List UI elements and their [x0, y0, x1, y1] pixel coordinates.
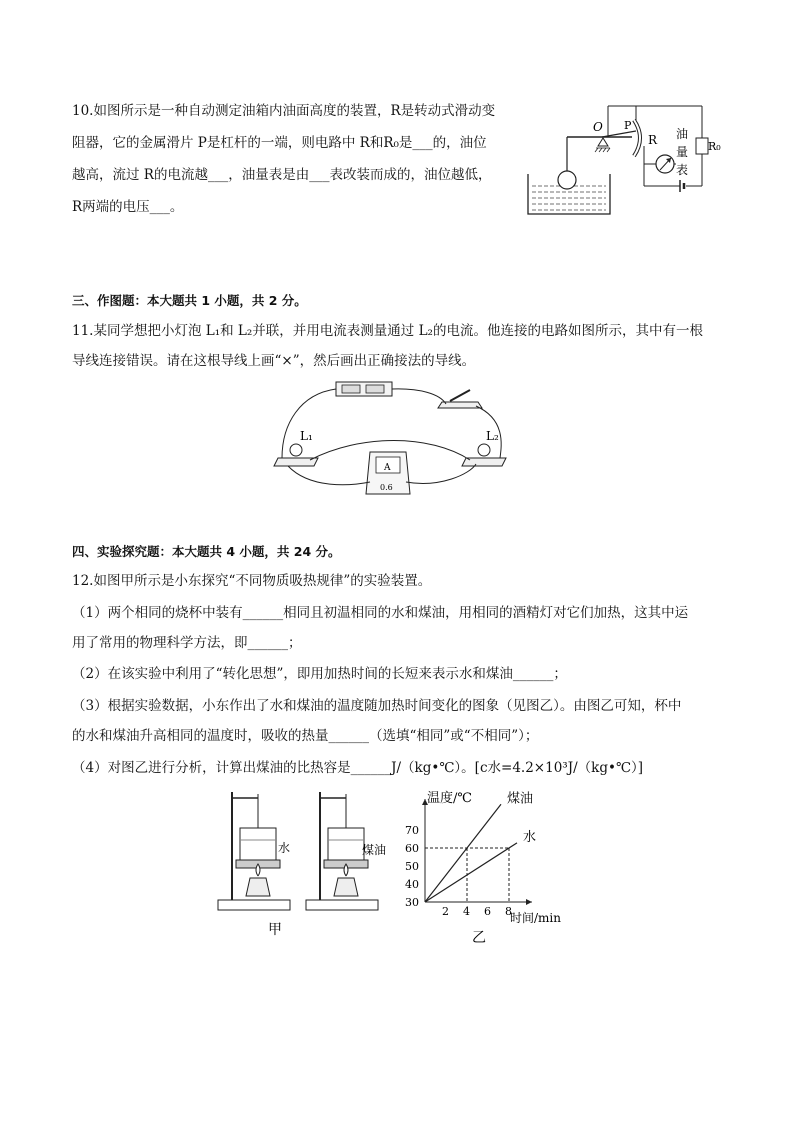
- fixed-resistor-label: R₀: [708, 140, 721, 153]
- apparatus-water: [218, 792, 290, 910]
- chart-caption: 乙: [472, 930, 486, 946]
- x-tick-label: 4: [463, 905, 470, 918]
- q12-line-2: （1）两个相同的烧杯中装有______相同且初温相同的水和煤油，用相同的酒精灯对它们加热，这其中运: [72, 605, 689, 621]
- water-label: 水: [278, 841, 291, 855]
- y-tick-label: 40: [405, 878, 419, 891]
- y-tick-label: 50: [405, 860, 419, 873]
- q12-line-5: （3）根据实验数据，小东作出了水和煤油的温度随加热时间变化的图象（见图乙）。由图乙可知，杯中: [72, 698, 682, 714]
- q10-line-1: 10.如图所示是一种自动测定油箱内油面高度的装置，R是转动式滑动变: [72, 103, 496, 119]
- q12-line-3: 用了常用的物理科学方法，即______；: [72, 635, 302, 651]
- switch: [438, 402, 482, 408]
- section-4-heading: 四、实验探究题：本大题共 4 小题，共 24 分。: [72, 544, 341, 559]
- apparatus-kerosene: [306, 792, 386, 910]
- q12-line-4: （2）在该实验中利用了“转化思想”，即用加热时间的长短来表示水和煤油______；: [72, 666, 567, 682]
- q12-line-6: 的水和煤油升高相同的温度时，吸收的热量______（选填“相同”或“不相同”）；: [72, 728, 539, 744]
- q12-line-1: 12.如图甲所示是小东探究“不同物质吸热规律”的实验装置。: [72, 573, 432, 589]
- y-tick-label: 60: [405, 842, 419, 855]
- fixed-resistor: [696, 138, 708, 154]
- q10-line-2: 阻器，它的金属滑片 P是杠杆的一端，则电路中 R和R₀是___的，油位: [72, 135, 487, 151]
- x-axis-arrow: [526, 899, 532, 905]
- meter-label-2: 量: [676, 145, 689, 159]
- q11-line-2: 导线连接错误。请在这根导线上画“×”，然后画出正确接法的导线。: [72, 353, 476, 369]
- q12-apparatus-figure: [210, 784, 390, 944]
- meter-label-1: 油: [676, 127, 689, 141]
- y-tick-label: 30: [405, 896, 419, 909]
- q10-line-3: 越高，流过 R的电流越___，油量表是由___表改装而成的，油位越低，: [72, 167, 492, 183]
- pivot-label: O: [593, 120, 603, 134]
- y-tick-label: 70: [405, 824, 419, 837]
- q12-line-7: （4）对图乙进行分析，计算出煤油的比热容是______J/（kg•℃）。[c水=4.2×10³J/（kg•℃）]: [72, 760, 644, 776]
- x-tick-label: 2: [442, 905, 449, 918]
- q11-circuit-figure: [270, 374, 520, 504]
- x-axis-label: 时间/min: [510, 911, 561, 925]
- section-3-heading: 三、作图题：本大题共 1 小题，共 2 分。: [72, 293, 307, 308]
- series-line: [425, 804, 501, 902]
- series-line: [425, 843, 517, 902]
- q10-line-4: R两端的电压___。: [72, 199, 184, 215]
- slider-label: P: [624, 119, 632, 132]
- meter-label-3: 表: [676, 163, 689, 177]
- y-axis-label: 温度/℃: [427, 791, 472, 806]
- series-label: 煤油: [507, 791, 534, 807]
- resistor-label: R: [648, 133, 658, 147]
- q10-oil-gauge-figure: [520, 86, 730, 221]
- q11-line-1: 11.某同学想把小灯泡 L₁和 L₂并联，并用电流表测量通过 L₂的电流。他连接的电路如图所示，其中有一根: [72, 323, 703, 339]
- ammeter-label: A: [384, 463, 391, 473]
- kerosene-label: 煤油: [362, 843, 387, 857]
- x-tick-label: 6: [484, 905, 491, 918]
- lamp-l1-label: L₁: [300, 429, 313, 443]
- apparatus-caption: 甲: [268, 922, 282, 938]
- x-tick-label: 8: [505, 905, 512, 918]
- temperature-time-chart: [400, 784, 590, 944]
- float-ball: [558, 171, 576, 189]
- series-label: 水: [523, 829, 537, 845]
- lamp-l2-label: L₂: [486, 429, 499, 443]
- ammeter-scale: 0.6: [380, 483, 393, 492]
